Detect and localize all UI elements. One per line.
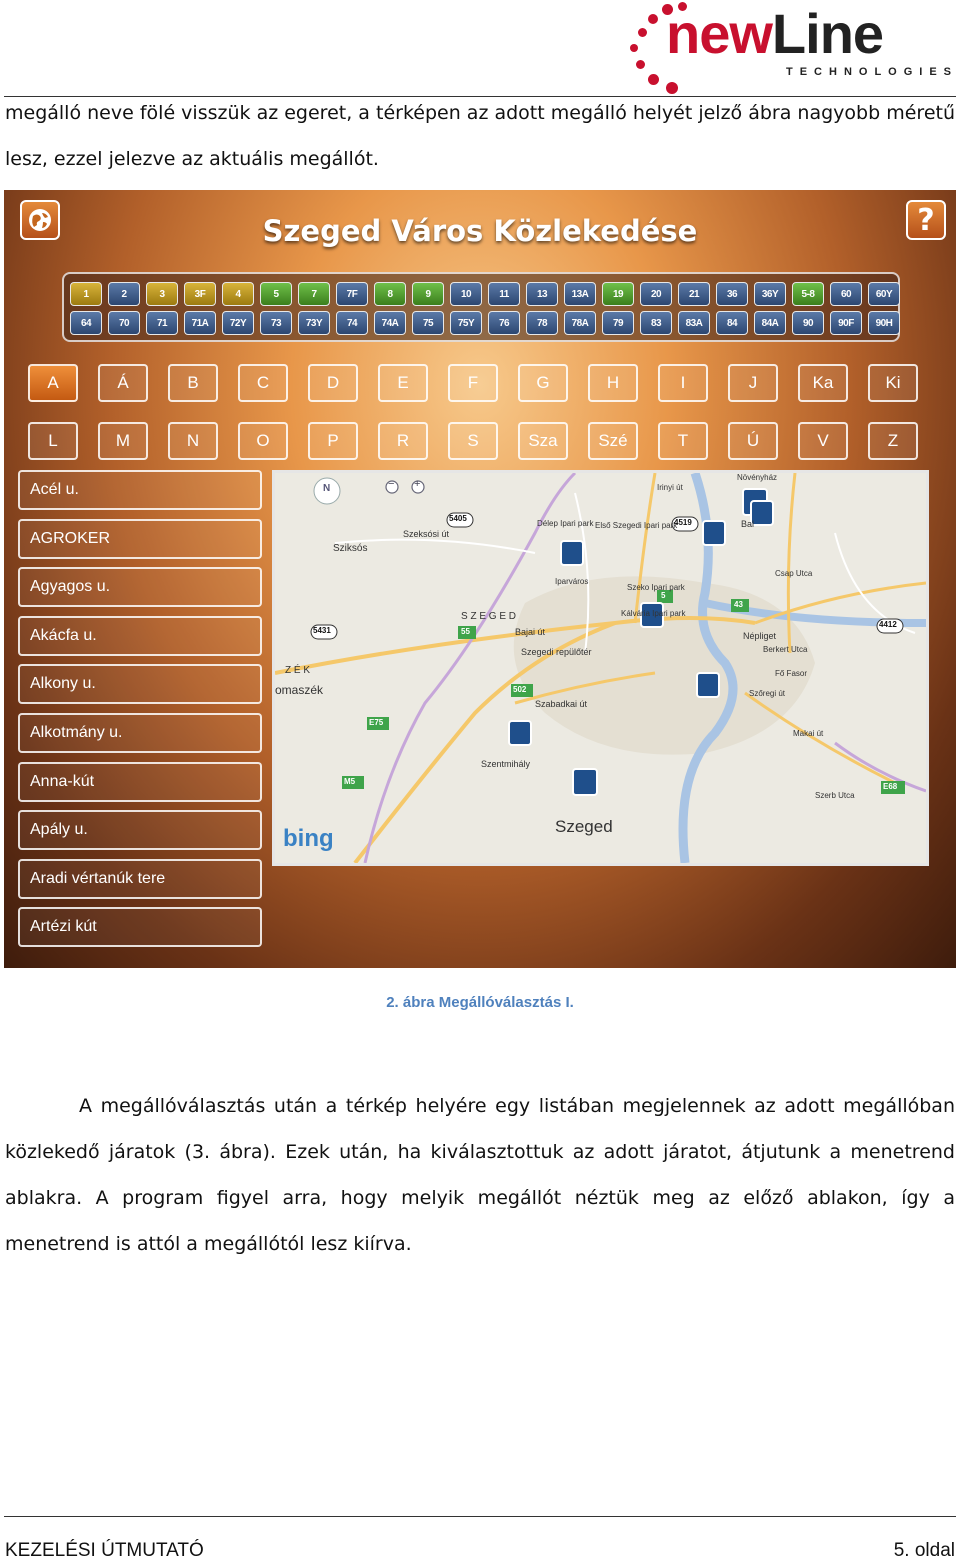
route-button[interactable]: 72Y: [222, 311, 254, 335]
route-button[interactable]: 71: [146, 311, 178, 335]
letter-button[interactable]: G: [518, 364, 568, 402]
map-place-label: Bal: [741, 519, 755, 529]
map-place-label: Sziksós: [333, 543, 368, 554]
road-shield-label: E75: [369, 718, 384, 727]
map-place-label: Növényház: [737, 473, 778, 482]
route-button[interactable]: 90H: [868, 311, 900, 335]
map-place-label: Kálvária Ipari park: [621, 609, 686, 618]
route-button[interactable]: 83: [640, 311, 672, 335]
stop-list-item[interactable]: AGROKER: [18, 519, 262, 559]
route-button[interactable]: 9: [412, 282, 444, 306]
compass-icon[interactable]: N: [323, 483, 331, 494]
stop-list-item[interactable]: Alkony u.: [18, 664, 262, 704]
newline-logo: [626, 2, 960, 94]
letter-button[interactable]: Ki: [868, 364, 918, 402]
map-place-label: Népliget: [743, 631, 777, 641]
map-place-label: Irinyi út: [657, 483, 683, 492]
map-place-label: Szabadkai út: [535, 699, 588, 709]
route-button[interactable]: 36: [716, 282, 748, 306]
stop-list-item[interactable]: Alkotmány u.: [18, 713, 262, 753]
letter-button[interactable]: D: [308, 364, 358, 402]
route-button[interactable]: 74: [336, 311, 368, 335]
app-screenshot: [4, 190, 956, 968]
route-button[interactable]: 84: [716, 311, 748, 335]
road-shield-label: 5405: [449, 514, 467, 523]
route-button[interactable]: 60Y: [868, 282, 900, 306]
road-shield-label: M5: [344, 777, 356, 786]
logo-wordmark: newLine: [666, 2, 884, 65]
route-button[interactable]: 90: [792, 311, 824, 335]
route-button[interactable]: 60: [830, 282, 862, 306]
route-button[interactable]: 2: [108, 282, 140, 306]
logo-subtitle: TECHNOLOGIES: [786, 66, 959, 78]
zoom-in-icon[interactable]: +: [414, 478, 421, 490]
route-button[interactable]: 78: [526, 311, 558, 335]
route-button[interactable]: 1: [70, 282, 102, 306]
route-button[interactable]: 4: [222, 282, 254, 306]
route-button[interactable]: 10: [450, 282, 482, 306]
route-button[interactable]: 13: [526, 282, 558, 306]
map-view[interactable]: [272, 470, 929, 866]
stop-list-item[interactable]: Artézi kút: [18, 907, 262, 947]
letter-button[interactable]: Z: [868, 422, 918, 460]
map-place-label: Szeksósi út: [403, 529, 450, 539]
letter-button[interactable]: O: [238, 422, 288, 460]
letter-button[interactable]: H: [588, 364, 638, 402]
letter-button[interactable]: Ú: [728, 422, 778, 460]
route-button[interactable]: 75: [412, 311, 444, 335]
letter-button[interactable]: Sza: [518, 422, 568, 460]
map-place-label: Bajai út: [515, 627, 546, 637]
map-place-label: Berkert Utca: [763, 645, 808, 654]
stop-list-item[interactable]: Anna-kút: [18, 762, 262, 802]
route-button[interactable]: 79: [602, 311, 634, 335]
map-place-label: Iparváros: [555, 577, 589, 586]
figure-caption: 2. ábra Megállóválasztás I.: [386, 994, 574, 1011]
map-place-label: Szőregi út: [749, 689, 786, 698]
map-place-label: Szentmihály: [481, 759, 531, 769]
road-shield-label: 5: [661, 591, 666, 600]
route-button[interactable]: 75Y: [450, 311, 482, 335]
stop-list-item[interactable]: Agyagos u.: [18, 567, 262, 607]
route-button[interactable]: 64: [70, 311, 102, 335]
road-shield-label: 55: [461, 627, 470, 636]
letter-button[interactable]: Szé: [588, 422, 638, 460]
footer-title: KEZELÉSI ÚTMUTATÓ: [5, 1540, 204, 1561]
route-button[interactable]: 74A: [374, 311, 406, 335]
route-button[interactable]: 84A: [754, 311, 786, 335]
letter-button[interactable]: C: [238, 364, 288, 402]
letter-button[interactable]: M: [98, 422, 148, 460]
letter-button[interactable]: N: [168, 422, 218, 460]
map-place-label: Szerb Utca: [815, 791, 855, 800]
map-place-label: Makai út: [793, 729, 824, 738]
body-paragraph: A megállóválasztás után a térkép helyére egy listában megjelennek az adott megállóban közlekedő járatok (3. ábra). Ezek után, ha kiválasztottuk az adott járatot, átjutunk a menetrend ablakra. A program figyel arra, hogy melyik megállót néztük meg az előző ablakon, így a menetrend is attól a megállótól lesz kiírva.: [5, 1095, 955, 1255]
bing-logo: bing: [283, 825, 334, 852]
map-place-label: Fő Fasor: [775, 669, 808, 678]
map-place-label: Első Szegedi Ipari park: [595, 521, 678, 530]
stop-list-item[interactable]: Aradi vértanúk tere: [18, 859, 262, 899]
route-button[interactable]: 20: [640, 282, 672, 306]
map-place-label: Szegedi repülőtér: [521, 647, 592, 657]
stop-list: [18, 470, 262, 956]
route-button[interactable]: 8: [374, 282, 406, 306]
route-row-2: [70, 311, 900, 335]
route-button[interactable]: 73: [260, 311, 292, 335]
route-button[interactable]: 3: [146, 282, 178, 306]
letter-button[interactable]: E: [378, 364, 428, 402]
map-place-label: Szeged: [555, 817, 613, 836]
map-place-label: Z É K: [285, 665, 311, 676]
route-button[interactable]: 70: [108, 311, 140, 335]
route-button[interactable]: 73Y: [298, 311, 330, 335]
map-place-label: omaszék: [275, 683, 324, 697]
page-number: 5. oldal: [893, 1540, 955, 1561]
road-shield-label: E68: [883, 782, 898, 791]
route-button[interactable]: 36Y: [754, 282, 786, 306]
letter-button[interactable]: L: [28, 422, 78, 460]
letter-button[interactable]: J: [728, 364, 778, 402]
letter-row-1: [28, 364, 918, 402]
letter-button[interactable]: V: [798, 422, 848, 460]
letter-button[interactable]: A: [28, 364, 78, 402]
stop-list-item[interactable]: Acél u.: [18, 470, 262, 510]
letter-row-2: [28, 422, 918, 460]
road-shield-label: 43: [734, 600, 743, 609]
route-button[interactable]: 5-8: [792, 282, 824, 306]
map-place-label: Szeko Ipari park: [627, 583, 685, 592]
stop-list-item[interactable]: Akácfa u.: [18, 616, 262, 656]
letter-button[interactable]: Á: [98, 364, 148, 402]
stop-list-item[interactable]: Apály u.: [18, 810, 262, 850]
route-button[interactable]: 83A: [678, 311, 710, 335]
letter-button[interactable]: B: [168, 364, 218, 402]
road-shield-label: 5431: [313, 626, 331, 635]
route-button[interactable]: 5: [260, 282, 292, 306]
letter-button[interactable]: Ka: [798, 364, 848, 402]
route-button[interactable]: 13A: [564, 282, 596, 306]
route-button[interactable]: 3F: [184, 282, 216, 306]
letter-button[interactable]: S: [448, 422, 498, 460]
map-canvas: [275, 473, 926, 863]
route-button[interactable]: 11: [488, 282, 520, 306]
route-button[interactable]: 7: [298, 282, 330, 306]
route-button[interactable]: 78A: [564, 311, 596, 335]
intro-paragraph: megálló neve fölé visszük az egeret, a térképen az adott megálló helyét jelző ábra nagyobb méretű lesz, ezzel jelezve az aktuális megállót.: [5, 102, 955, 170]
letter-button[interactable]: R: [378, 422, 428, 460]
route-button[interactable]: 19: [602, 282, 634, 306]
letter-button[interactable]: I: [658, 364, 708, 402]
road-shield-label: 4519: [674, 518, 692, 527]
map-place-label: Délep Ipari park: [537, 519, 594, 528]
letter-button[interactable]: F: [448, 364, 498, 402]
route-button[interactable]: 90F: [830, 311, 862, 335]
route-button[interactable]: 76: [488, 311, 520, 335]
route-button[interactable]: 7F: [336, 282, 368, 306]
app-title: Szeged Város Közlekedése: [262, 214, 698, 248]
letter-button[interactable]: P: [308, 422, 358, 460]
route-button[interactable]: 71A: [184, 311, 216, 335]
map-place-label: S Z E G E D: [461, 611, 517, 622]
road-shield-label: 4412: [879, 620, 897, 629]
route-selector: [62, 272, 900, 342]
map-place-label: Csap Utca: [775, 569, 813, 578]
footer-rule: [4, 1516, 956, 1517]
zoom-out-icon[interactable]: −: [388, 478, 395, 490]
route-row-1: [70, 282, 900, 306]
route-button[interactable]: 21: [678, 282, 710, 306]
road-shield-label: 502: [513, 685, 527, 694]
help-button[interactable]: ?: [906, 200, 946, 240]
letter-button[interactable]: T: [658, 422, 708, 460]
